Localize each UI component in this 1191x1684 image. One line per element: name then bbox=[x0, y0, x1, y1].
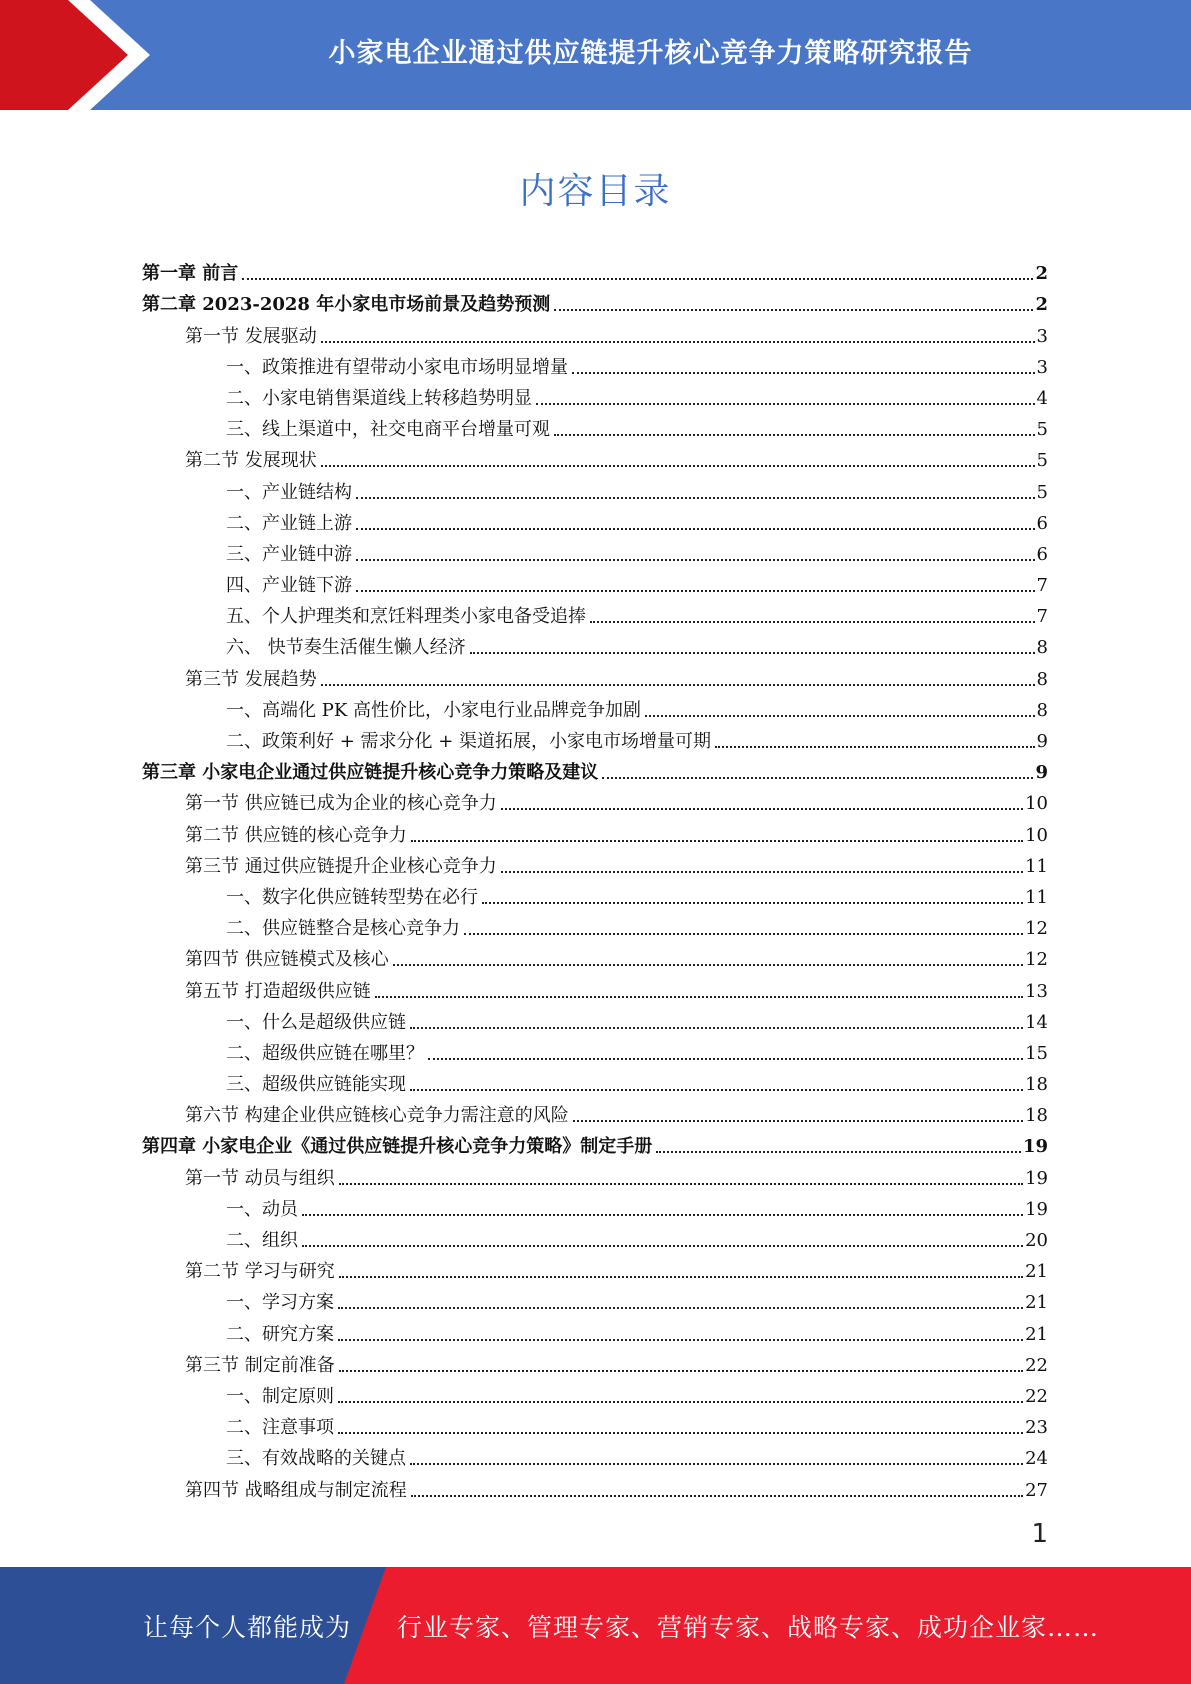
toc-entry-page: 12 bbox=[1025, 949, 1048, 971]
toc-entry-label: 一、动员 bbox=[226, 1198, 298, 1220]
toc-leader-dots bbox=[645, 715, 1035, 717]
toc-entry-label: 二、政策利好 + 需求分化 + 渠道拓展，小家电市场增量可期 bbox=[226, 731, 712, 752]
toc-leader-dots bbox=[338, 1307, 1023, 1309]
toc-leader-dots bbox=[482, 902, 1023, 904]
toc-entry-label: 第一节 动员与组织 bbox=[185, 1167, 335, 1189]
toc-entry-label: 二、小家电销售渠道线上转移趋势明显 bbox=[226, 387, 532, 409]
page-header bbox=[0, 0, 1191, 110]
toc-section-entry[interactable] bbox=[142, 441, 1048, 472]
toc-leader-dots bbox=[339, 1276, 1023, 1278]
toc-section-entry[interactable] bbox=[142, 847, 1048, 878]
toc-entry-page: 21 bbox=[1025, 1323, 1048, 1345]
toc-subsection-entry[interactable] bbox=[142, 1314, 1048, 1345]
toc-entry-page: 2 bbox=[1035, 294, 1048, 316]
toc-entry-label: 第一节 供应链已成为企业的核心竞争力 bbox=[185, 793, 497, 815]
toc-entry-page: 12 bbox=[1025, 918, 1048, 940]
toc-entry-label: 一、政策推进有望带动小家电市场明显增量 bbox=[226, 356, 568, 378]
toc-entry-page: 15 bbox=[1025, 1042, 1048, 1064]
toc-chapter-entry[interactable] bbox=[142, 1127, 1048, 1158]
toc-leader-dots bbox=[410, 1027, 1023, 1029]
toc-entry-label: 三、有效战略的关键点 bbox=[226, 1448, 406, 1470]
toc-entry-page: 3 bbox=[1036, 325, 1048, 347]
toc-entry-label: 二、产业链上游 bbox=[226, 512, 352, 534]
toc-entry-label: 第四节 供应链模式及核心 bbox=[185, 949, 389, 971]
toc-leader-dots bbox=[602, 777, 1033, 779]
toc-entry-label: 三、超级供应链能实现 bbox=[226, 1074, 406, 1096]
toc-leader-dots bbox=[375, 996, 1023, 998]
toc-leader-dots bbox=[554, 434, 1035, 436]
toc-entry-label: 第二节 供应链的核心竞争力 bbox=[185, 824, 407, 846]
toc-subsection-entry[interactable] bbox=[142, 878, 1048, 909]
toc-section-entry[interactable] bbox=[142, 815, 1048, 846]
toc-leader-dots bbox=[464, 933, 1023, 935]
toc-entry-label: 二、研究方案 bbox=[226, 1323, 334, 1345]
toc-entry-label: 二、注意事项 bbox=[226, 1417, 334, 1439]
toc-subsection-entry[interactable] bbox=[142, 1003, 1048, 1034]
toc-entry-page: 14 bbox=[1025, 1011, 1048, 1033]
toc-entry-page: 5 bbox=[1036, 481, 1048, 503]
toc-subsection-entry[interactable] bbox=[142, 1065, 1048, 1096]
toc-leader-dots bbox=[321, 684, 1035, 686]
toc-leader-dots bbox=[338, 1432, 1023, 1434]
toc-entry-label: 二、组织 bbox=[226, 1230, 298, 1251]
toc-subsection-entry[interactable] bbox=[142, 1190, 1048, 1221]
toc-entry-label: 一、数字化供应链转型势在必行 bbox=[226, 886, 478, 908]
toc-leader-dots bbox=[501, 808, 1023, 810]
toc-entry-page: 11 bbox=[1025, 886, 1048, 908]
toc-section-entry[interactable] bbox=[142, 1346, 1048, 1377]
toc-chapter-entry[interactable] bbox=[142, 254, 1048, 285]
toc-leader-dots bbox=[339, 1370, 1023, 1372]
toc-entry-page: 9 bbox=[1036, 731, 1048, 752]
toc-leader-dots bbox=[356, 497, 1035, 499]
toc-entry-label: 一、制定原则 bbox=[226, 1385, 334, 1407]
toc-subsection-entry[interactable] bbox=[142, 628, 1048, 659]
toc-section-entry[interactable] bbox=[142, 971, 1048, 1002]
toc-entry-page: 11 bbox=[1025, 855, 1048, 877]
toc-entry-page: 8 bbox=[1036, 699, 1048, 721]
toc-entry-page: 20 bbox=[1025, 1230, 1048, 1251]
toc-subsection-entry[interactable] bbox=[142, 566, 1048, 597]
toc-subsection-entry[interactable] bbox=[142, 722, 1048, 753]
toc-leader-dots bbox=[410, 1463, 1023, 1465]
toc-entry-label: 一、什么是超级供应链 bbox=[226, 1011, 406, 1033]
toc-leader-dots bbox=[554, 309, 1033, 311]
toc-leader-dots bbox=[321, 341, 1035, 343]
toc-leader-dots bbox=[302, 1214, 1023, 1216]
toc-entry-label: 一、产业链结构 bbox=[226, 481, 352, 503]
toc-subsection-entry[interactable] bbox=[142, 1283, 1048, 1314]
toc-entry-page: 22 bbox=[1025, 1354, 1048, 1376]
toc-section-entry[interactable] bbox=[142, 316, 1048, 347]
page-footer bbox=[0, 1567, 1191, 1684]
toc-leader-dots bbox=[338, 1401, 1023, 1403]
toc-section-entry[interactable] bbox=[142, 1470, 1048, 1501]
toc-entry-page: 9 bbox=[1035, 762, 1048, 784]
toc-entry-label: 一、学习方案 bbox=[226, 1292, 334, 1314]
toc-entry-label: 第二节 发展现状 bbox=[185, 450, 317, 472]
toc-entry-page: 13 bbox=[1025, 980, 1048, 1002]
toc-entry-label: 一、高端化 PK 高性价比，小家电行业品牌竞争加剧 bbox=[226, 699, 641, 721]
toc-entry-label: 第一节 发展驱动 bbox=[185, 325, 317, 347]
toc-leader-dots bbox=[572, 372, 1035, 374]
toc-leader-dots bbox=[470, 652, 1035, 654]
toc-subsection-entry[interactable] bbox=[142, 1439, 1048, 1470]
page-number: 1 bbox=[1031, 1519, 1048, 1549]
toc-entry-label: 第四节 战略组成与制定流程 bbox=[185, 1479, 407, 1501]
toc-entry-page: 22 bbox=[1025, 1385, 1048, 1407]
toc-section-entry[interactable] bbox=[142, 940, 1048, 971]
toc-entry-label: 第四章 小家电企业《通过供应链提升核心竞争力策略》制定手册 bbox=[142, 1136, 653, 1158]
toc-entry-page: 6 bbox=[1036, 543, 1048, 565]
toc-entry-page: 19 bbox=[1025, 1167, 1048, 1189]
toc-section-entry[interactable] bbox=[142, 1158, 1048, 1189]
toc-subsection-entry[interactable] bbox=[142, 472, 1048, 503]
toc-leader-dots bbox=[573, 1120, 1023, 1122]
toc-entry-label: 三、产业链中游 bbox=[226, 543, 352, 565]
toc-entry-label: 二、供应链整合是核心竞争力 bbox=[226, 918, 460, 940]
toc-entry-page: 19 bbox=[1025, 1198, 1048, 1220]
toc-entry-label: 第三节 制定前准备 bbox=[185, 1354, 335, 1376]
toc-entry-page: 7 bbox=[1036, 606, 1048, 628]
toc-entry-page: 2 bbox=[1035, 263, 1048, 285]
toc-subsection-entry[interactable] bbox=[142, 691, 1048, 722]
toc-leader-dots bbox=[339, 1183, 1023, 1185]
toc-entry-label: 第二节 学习与研究 bbox=[185, 1261, 335, 1283]
toc-entry-label: 第六节 构建企业供应链核心竞争力需注意的风险 bbox=[185, 1105, 569, 1127]
toc-entry-page: 5 bbox=[1036, 450, 1048, 472]
table-of-contents bbox=[142, 254, 1048, 1502]
toc-leader-dots bbox=[356, 559, 1035, 561]
toc-chapter-entry[interactable] bbox=[142, 285, 1048, 316]
toc-entry-page: 6 bbox=[1036, 512, 1048, 534]
toc-subsection-entry[interactable] bbox=[142, 1034, 1048, 1065]
toc-leader-dots bbox=[302, 1245, 1023, 1247]
toc-entry-page: 7 bbox=[1036, 575, 1048, 597]
toc-entry-page: 5 bbox=[1036, 419, 1048, 441]
toc-entry-label: 第三章 小家电企业通过供应链提升核心竞争力策略及建议 bbox=[142, 762, 599, 784]
toc-entry-page: 18 bbox=[1025, 1105, 1048, 1127]
toc-entry-label: 四、产业链下游 bbox=[226, 575, 352, 597]
toc-leader-dots bbox=[656, 1151, 1021, 1153]
toc-entry-label: 三、线上渠道中，社交电商平台增量可观 bbox=[226, 419, 550, 441]
toc-subsection-entry[interactable] bbox=[142, 348, 1048, 379]
toc-entry-page: 24 bbox=[1025, 1448, 1048, 1470]
toc-entry-page: 21 bbox=[1025, 1261, 1048, 1283]
toc-section-entry[interactable] bbox=[142, 1252, 1048, 1283]
toc-subsection-entry[interactable] bbox=[142, 1408, 1048, 1439]
toc-entry-page: 19 bbox=[1022, 1136, 1048, 1158]
toc-entry-page: 8 bbox=[1036, 668, 1048, 690]
toc-entry-page: 21 bbox=[1025, 1292, 1048, 1314]
toc-leader-dots bbox=[410, 1089, 1023, 1091]
toc-entry-label: 六、 快节奏生活催生懒人经济 bbox=[226, 637, 466, 659]
report-title: 小家电企业通过供应链提升核心竞争力策略研究报告 bbox=[328, 37, 973, 69]
toc-entry-page: 3 bbox=[1036, 356, 1048, 378]
toc-leader-dots bbox=[411, 840, 1023, 842]
toc-leader-dots bbox=[242, 278, 1033, 280]
toc-entry-label: 第五节 打造超级供应链 bbox=[185, 980, 371, 1002]
toc-leader-dots bbox=[715, 746, 1034, 748]
toc-subsection-entry[interactable] bbox=[142, 410, 1048, 441]
toc-section-entry[interactable] bbox=[142, 659, 1048, 690]
toc-chapter-entry[interactable] bbox=[142, 753, 1048, 784]
toc-subsection-entry[interactable] bbox=[142, 1377, 1048, 1408]
toc-subsection-entry[interactable] bbox=[142, 1221, 1048, 1252]
toc-subsection-entry[interactable] bbox=[142, 535, 1048, 566]
toc-entry-page: 18 bbox=[1025, 1074, 1048, 1096]
toc-entry-label: 第一章 前言 bbox=[142, 263, 239, 285]
toc-subsection-entry[interactable] bbox=[142, 909, 1048, 940]
toc-subsection-entry[interactable] bbox=[142, 504, 1048, 535]
toc-entry-label: 第三节 发展趋势 bbox=[185, 668, 317, 690]
toc-leader-dots bbox=[393, 964, 1023, 966]
toc-leader-dots bbox=[356, 590, 1035, 592]
toc-entry-page: 4 bbox=[1036, 387, 1048, 409]
toc-section-entry[interactable] bbox=[142, 1096, 1048, 1127]
toc-leader-dots bbox=[590, 621, 1035, 623]
toc-subsection-entry[interactable] bbox=[142, 379, 1048, 410]
toc-entry-page: 23 bbox=[1025, 1417, 1048, 1439]
toc-entry-page: 10 bbox=[1025, 793, 1048, 815]
toc-leader-dots bbox=[428, 1058, 1023, 1060]
toc-leader-dots bbox=[321, 465, 1035, 467]
toc-leader-dots bbox=[411, 1495, 1023, 1497]
toc-subsection-entry[interactable] bbox=[142, 597, 1048, 628]
toc-heading: 内容目录 bbox=[519, 171, 672, 212]
toc-entry-label: 第三节 通过供应链提升企业核心竞争力 bbox=[185, 855, 497, 877]
toc-entry-page: 10 bbox=[1025, 824, 1048, 846]
toc-entry-label: 五、个人护理类和烹饪料理类小家电备受追捧 bbox=[226, 606, 586, 628]
toc-entry-label: 第二章 2023-2028 年小家电市场前景及趋势预测 bbox=[142, 294, 551, 316]
toc-entry-label: 二、超级供应链在哪里？ bbox=[226, 1042, 424, 1064]
toc-section-entry[interactable] bbox=[142, 784, 1048, 815]
toc-leader-dots bbox=[501, 871, 1023, 873]
toc-leader-dots bbox=[536, 403, 1035, 405]
toc-leader-dots bbox=[338, 1339, 1023, 1341]
footer-roles: 行业专家、管理专家、营销专家、战略专家、成功企业家…… bbox=[397, 1612, 1100, 1642]
toc-entry-page: 8 bbox=[1036, 637, 1048, 659]
footer-slogan: 让每个人都能成为 bbox=[143, 1612, 352, 1642]
toc-leader-dots bbox=[356, 528, 1035, 530]
toc-entry-page: 27 bbox=[1025, 1479, 1048, 1501]
